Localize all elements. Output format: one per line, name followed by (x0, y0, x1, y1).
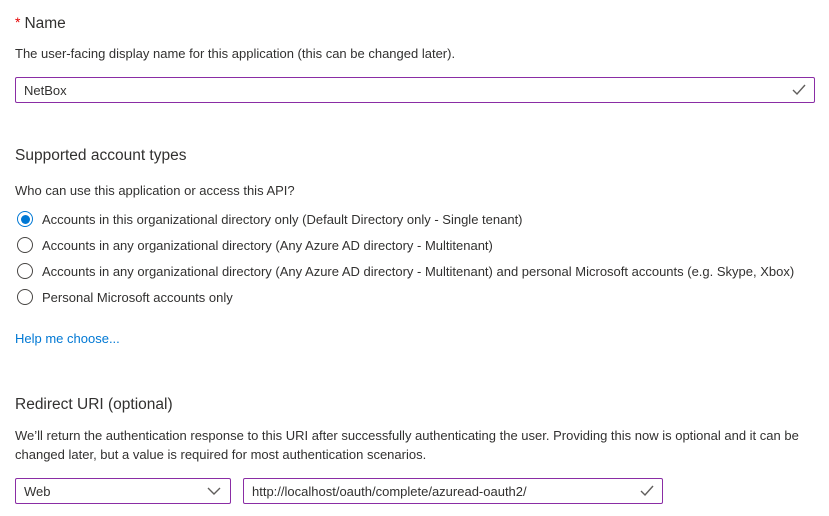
help-me-choose-link[interactable]: Help me choose... (15, 331, 120, 346)
radio-option-personal-only[interactable] (15, 284, 815, 310)
radio-icon[interactable] (17, 263, 33, 279)
radio-option-label[interactable]: Accounts in this organizational directory only (Default Directory only - Single tenant) (42, 211, 523, 227)
redirect-uri-input-container (243, 478, 663, 504)
name-input[interactable] (15, 77, 815, 103)
radio-icon[interactable] (17, 289, 33, 305)
redirect-uri-title: Redirect URI (optional) (15, 396, 173, 413)
radio-option-multitenant-personal[interactable] (15, 258, 815, 284)
platform-select[interactable] (15, 478, 231, 504)
radio-option-multitenant[interactable] (15, 232, 815, 258)
account-types-title: Supported account types (15, 147, 187, 164)
radio-option-single-tenant[interactable] (15, 206, 815, 232)
radio-icon[interactable] (17, 237, 33, 253)
name-label: Name (24, 15, 66, 32)
account-types-question: Who can use this application or access this API? (15, 183, 295, 198)
platform-select-value: Web (24, 483, 51, 499)
redirect-uri-description: We’ll return the authentication response to this URI after successfully authenticating the user. Providing this now is optional and it can be changed later, but a value is required for most authentication scenarios. (15, 428, 799, 462)
radio-option-label[interactable]: Accounts in any organizational directory (Any Azure AD directory - Multitenant) (42, 237, 493, 253)
chevron-down-icon (207, 485, 221, 497)
name-section-title (15, 12, 815, 34)
redirect-uri-controls (15, 478, 815, 504)
name-input-container (15, 77, 815, 103)
radio-option-label[interactable]: Accounts in any organizational directory (Any Azure AD directory - Multitenant) and personal Microsoft accounts (e.g. Skype, Xbox) (42, 263, 795, 279)
account-types-radio-group (15, 206, 815, 310)
radio-icon[interactable] (17, 211, 33, 227)
radio-option-label[interactable]: Personal Microsoft accounts only (42, 289, 233, 305)
redirect-uri-input[interactable] (243, 478, 663, 504)
required-asterisk: * (15, 14, 21, 30)
name-description: The user-facing display name for this application (this can be changed later). (15, 46, 456, 61)
